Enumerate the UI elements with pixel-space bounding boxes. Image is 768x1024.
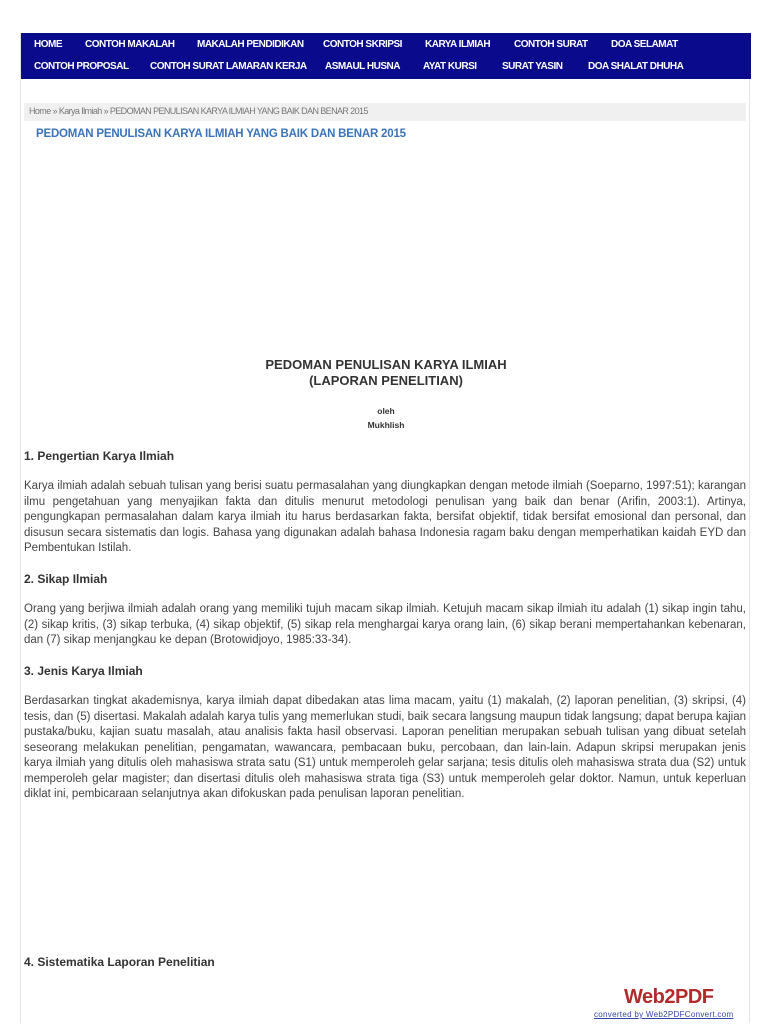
nav-item-contoh-surat-lamaran-kerja[interactable]: CONTOH SURAT LAMARAN KERJA: [150, 61, 307, 72]
breadcrumb-current: PEDOMAN PENULISAN KARYA ILMIAH YANG BAIK DAN BENAR 2015: [109, 106, 368, 116]
breadcrumb-category-link[interactable]: Karya Ilmiah: [58, 106, 102, 116]
nav-item-doa-selamat[interactable]: DOA SELAMAT: [611, 39, 678, 50]
nav-item-contoh-surat[interactable]: CONTOH SURAT: [514, 39, 588, 50]
top-navigation: [21, 33, 751, 79]
nav-item-asmaul-husna[interactable]: ASMAUL HUSNA: [325, 61, 400, 72]
nav-item-ayat-kursi[interactable]: AYAT KURSI: [423, 61, 477, 72]
document-title: PEDOMAN PENULISAN KARYA ILMIAH: [265, 357, 507, 372]
section-paragraph: Orang yang berjiwa ilmiah adalah orang yang memiliki tujuh macam sikap ilmiah. Ketujuh macam sikap ilmiah itu adalah (1) sikap ingin tahu, (2) sikap kritis, (3) sikap terbuka, (4) sikap objektif, (5) sikap rela menghargai karya orang lain, (6) sikap berani mempertahankan kebenaran, dan (7) sikap menjangkau ke depan (Brotowidjoyo, 1985:33-34).: [24, 603, 746, 646]
nav-item-contoh-makalah[interactable]: CONTOH MAKALAH: [85, 39, 175, 50]
author-name: Mukhlish: [367, 420, 405, 430]
web2pdf-badge: [594, 986, 754, 1022]
section-heading: 4. Sistematika Laporan Penelitian: [24, 955, 215, 969]
section-heading: 2. Sikap Ilmiah: [24, 572, 108, 586]
breadcrumb-separator: »: [103, 106, 108, 116]
breadcrumb: [24, 103, 746, 121]
nav-item-surat-yasin[interactable]: SURAT YASIN: [502, 61, 563, 72]
web2pdf-logo[interactable]: Web2PDF: [624, 986, 714, 1008]
nav-item-doa-shalat-dhuha[interactable]: DOA SHALAT DHUHA: [588, 61, 684, 72]
nav-item-karya-ilmiah[interactable]: KARYA ILMIAH: [425, 39, 491, 50]
breadcrumb-home-link[interactable]: Home: [29, 106, 51, 116]
section-paragraph: Karya ilmiah adalah sebuah tulisan yang berisi suatu permasalahan yang diungkapkan dengan metode ilmiah (Soeparno, 1997:51); karangan ilmu pengetahuan yang menyajikan fakta dan ditulis menurut metodologi penulisan yang baik dan benar (Arifin, 2003:1). Artinya, pengungkapan permasalahan dalam karya ilmiah itu harus berdasarkan fakta, bersifat objektif, tidak bersifat emosional dan personal, dan disusun secara sistematis dan logis. Bahasa yang digunakan adalah bahasa Indonesia ragam baku dengan memperhatikan kaidah EYD dan Pembentukan Istilah.: [24, 480, 746, 554]
nav-row-2: [21, 56, 751, 78]
nav-item-contoh-skripsi[interactable]: CONTOH SKRIPSI: [323, 39, 402, 50]
document-subtitle: (LAPORAN PENELITIAN): [309, 373, 463, 388]
breadcrumb-separator: »: [52, 106, 57, 116]
section-paragraph: Berdasarkan tingkat akademisnya, karya ilmiah dapat dibedakan atas lima macam, yaitu (1) makalah, (2) laporan penelitian, (3) skripsi, (4) tesis, dan (5) disertasi. Makalah adalah karya tulis yang memerlukan studi, baik secara langsung maupun tidak langsung; dapat berupa kajian pustaka/buku, kajian suatu masalah, atau analisis fakta hasil observasi. Laporan penelitian merupakan sebuah tulisan yang dibuat setelah seseorang melakukan penelitian, pengamatan, wawancara, pembacaan buku, percobaan, dan lain-lain. Adapun skripsi merupakan jenis karya ilmiah yang ditulis oleh mahasiswa strata satu (S1) untuk memperoleh gelar sarjana; tesis ditulis oleh mahasiswa strata dua (S2) untuk memperoleh gelar magister; dan disertasi ditulis oleh mahasiswa strata tiga (S3) untuk memperoleh gelar doktor. Namun, untuk keperluan diklat ini, pembicaraan selanjutnya akan difokuskan pada penulisan laporan penelitian.: [24, 695, 746, 800]
byline-label: oleh: [377, 406, 395, 416]
section-heading: 3. Jenis Karya Ilmiah: [24, 664, 143, 678]
section-heading: 1. Pengertian Karya Ilmiah: [24, 449, 175, 463]
nav-item-home[interactable]: HOME: [34, 39, 62, 50]
nav-item-makalah-pendidikan[interactable]: MAKALAH PENDIDIKAN: [197, 39, 304, 50]
page-container: [20, 33, 750, 1023]
web2pdf-convert-link[interactable]: converted by Web2PDFConvert.com: [594, 1010, 734, 1019]
post-title[interactable]: PEDOMAN PENULISAN KARYA ILMIAH YANG BAIK DAN BENAR 2015: [36, 128, 406, 140]
nav-item-contoh-proposal[interactable]: CONTOH PROPOSAL: [34, 61, 129, 72]
nav-row-1: [21, 34, 751, 56]
